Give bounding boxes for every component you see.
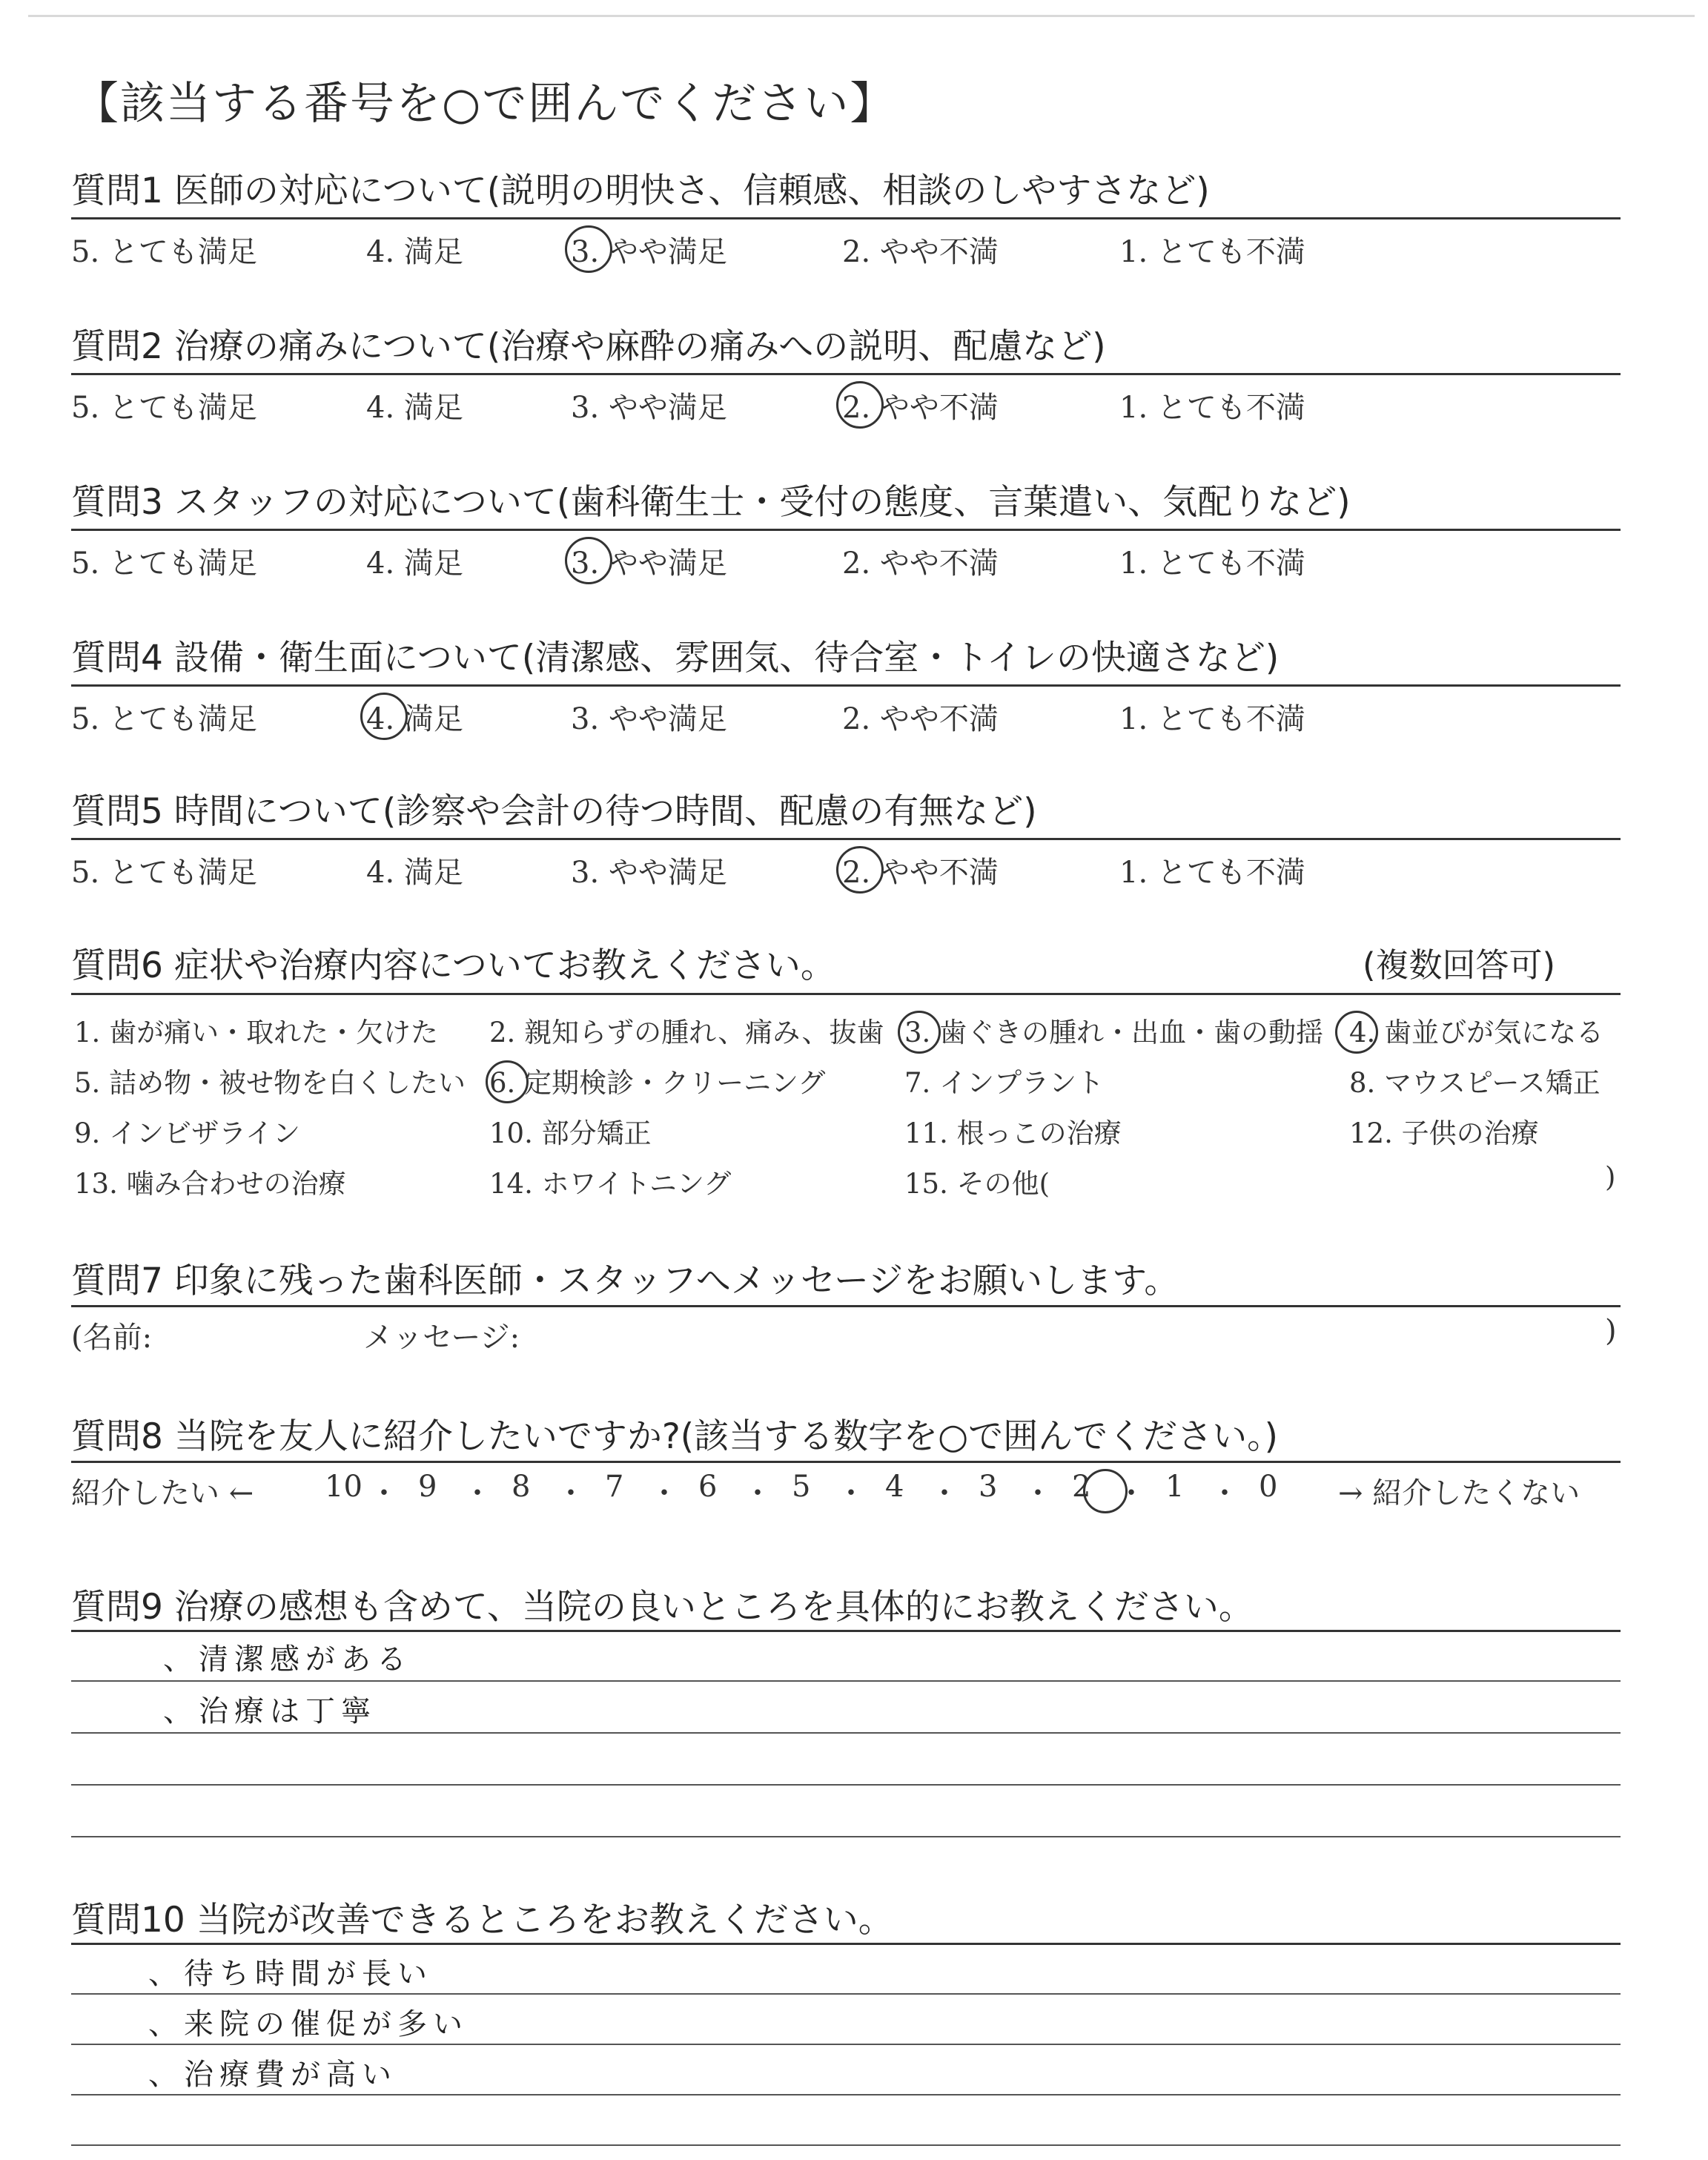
q5-rule <box>71 838 1621 840</box>
q5-title: 質問5 時間について(診察や会計の待つ時間、配慮の有無など) <box>71 791 1037 832</box>
q8-scale-dot: ・ <box>556 1476 586 1510</box>
q6-option-12[interactable]: 12. 子供の治療 <box>1349 1117 1539 1149</box>
q6-option-4[interactable]: 4. 歯並びが気になる <box>1349 1017 1604 1048</box>
q8-scale-dot: ・ <box>930 1476 959 1510</box>
q4-title: 質問4 設備・衛生面について(清潔感、雰囲気、待合室・トイレの快適さなど) <box>71 638 1280 678</box>
q2-option-3[interactable]: 3. やや満足 <box>571 391 727 425</box>
q8-scale-2[interactable]: 2 <box>1072 1470 1091 1504</box>
q6-rule <box>71 993 1621 995</box>
q10-title: 質問10 当院が改善できるところをお教えください。 <box>71 1900 893 1941</box>
q6-option-6[interactable]: 6. 定期検診・クリーニング <box>489 1067 826 1099</box>
q1-answer-circle <box>565 225 612 273</box>
q2-option-5[interactable]: 5. とても満足 <box>71 391 257 425</box>
q10-line <box>71 1993 1621 1995</box>
q1-option-5[interactable]: 5. とても満足 <box>71 235 257 269</box>
q3-option-4[interactable]: 4. 満足 <box>366 546 463 581</box>
q5-option-4[interactable]: 4. 満足 <box>366 856 463 890</box>
q7-title: 質問7 印象に残った歯科医師・スタッフへメッセージをお願いします。 <box>71 1261 1179 1301</box>
q5-option-3[interactable]: 3. やや満足 <box>571 856 727 890</box>
q8-scale-9[interactable]: 9 <box>418 1470 437 1504</box>
q9-line <box>71 1784 1621 1786</box>
q10-line <box>71 2044 1621 2045</box>
q2-answer-circle <box>836 381 884 429</box>
q8-scale-5[interactable]: 5 <box>792 1470 811 1504</box>
q8-scale-dot: ・ <box>463 1476 492 1510</box>
q8-left-label: 紹介したい ← <box>71 1476 254 1510</box>
q6-option-8[interactable]: 8. マウスピース矯正 <box>1349 1067 1601 1099</box>
q2-option-1[interactable]: 1. とても不満 <box>1119 391 1305 425</box>
q7-name-label: (名前: <box>71 1321 153 1355</box>
q8-scale-10[interactable]: 10 <box>325 1470 363 1504</box>
q4-option-3[interactable]: 3. やや満足 <box>571 702 727 736</box>
q6-option-3[interactable]: 3. 歯ぐきの腫れ・出血・歯の動揺 <box>904 1017 1324 1048</box>
q8-scale-dot: ・ <box>1023 1476 1053 1510</box>
q8-scale-6[interactable]: 6 <box>698 1470 718 1504</box>
q10-answer-2: 、来院の催促が多い <box>148 2007 469 2041</box>
q5-option-2[interactable]: 2. やや不満 <box>842 856 999 890</box>
q2-rule <box>71 373 1621 375</box>
q7-close-paren: ) <box>1605 1314 1617 1348</box>
q8-title: 質問8 当院を友人に紹介したいですか?(該当する数字を○で囲んでください。) <box>71 1416 1278 1457</box>
q9-title: 質問9 治療の感想も含めて、当院の良いところを具体的にお教えください。 <box>71 1587 1254 1628</box>
q4-option-4[interactable]: 4. 満足 <box>366 702 463 736</box>
q3-title: 質問3 スタッフの対応について(歯科衛生士・受付の態度、言葉遣い、気配りなど) <box>71 482 1351 523</box>
q2-title: 質問2 治療の痛みについて(治療や麻酔の痛みへの説明、配慮など) <box>71 326 1106 367</box>
q4-answer-circle <box>360 693 408 740</box>
q8-scale-dot: ・ <box>1210 1476 1239 1510</box>
q4-rule <box>71 684 1621 687</box>
q1-option-4[interactable]: 4. 満足 <box>366 235 463 269</box>
q9-line <box>71 1732 1621 1734</box>
q1-title: 質問1 医師の対応について(説明の明快さ、信頼感、相談のしやすさなど) <box>71 171 1210 211</box>
top-border <box>28 15 1695 17</box>
q2-option-2[interactable]: 2. やや不満 <box>842 391 999 425</box>
q6-note: (複数回答可) <box>1363 945 1556 985</box>
q9-rule <box>71 1630 1621 1632</box>
q6-title: 質問6 症状や治療内容についてお教えください。 <box>71 945 835 986</box>
q6-answer-circle-6 <box>486 1060 529 1103</box>
q3-rule <box>71 529 1621 531</box>
q3-answer-circle <box>565 537 612 584</box>
q3-option-1[interactable]: 1. とても不満 <box>1119 546 1305 581</box>
q1-option-2[interactable]: 2. やや不満 <box>842 235 999 269</box>
q10-line <box>71 2144 1621 2146</box>
q4-option-2[interactable]: 2. やや不満 <box>842 702 999 736</box>
q9-answer-2: 、治療は丁寧 <box>163 1694 377 1728</box>
q1-option-1[interactable]: 1. とても不満 <box>1119 235 1305 269</box>
q4-option-5[interactable]: 5. とても満足 <box>71 702 257 736</box>
q8-scale-dot: ・ <box>369 1476 399 1510</box>
q8-scale-3[interactable]: 3 <box>979 1470 998 1504</box>
q5-option-5[interactable]: 5. とても満足 <box>71 856 257 890</box>
q6-option-5[interactable]: 5. 詰め物・被せ物を白くしたい <box>74 1067 466 1099</box>
q8-scale-dot: ・ <box>649 1476 679 1510</box>
q1-rule <box>71 217 1621 219</box>
q8-rule <box>71 1461 1621 1463</box>
q2-option-4[interactable]: 4. 満足 <box>366 391 463 425</box>
q10-line <box>71 2094 1621 2095</box>
q6-option-11[interactable]: 11. 根っこの治療 <box>904 1117 1122 1149</box>
q6-option-16: ) <box>1605 1161 1616 1193</box>
q6-answer-circle-4 <box>1335 1011 1378 1054</box>
q3-option-3[interactable]: 3. やや満足 <box>571 546 727 581</box>
q10-answer-3: 、治療費が高い <box>148 2058 397 2092</box>
q9-line <box>71 1680 1621 1682</box>
q8-scale-4[interactable]: 4 <box>885 1470 904 1504</box>
q8-scale-0[interactable]: 0 <box>1259 1470 1278 1504</box>
q7-message-label: メッセージ: <box>363 1321 520 1355</box>
q8-scale-7[interactable]: 7 <box>605 1470 624 1504</box>
q6-option-2[interactable]: 2. 親知らずの腫れ、痛み、抜歯 <box>489 1017 884 1048</box>
q8-scale-dot: ・ <box>836 1476 866 1510</box>
q6-option-15[interactable]: 15. その他( <box>904 1168 1050 1200</box>
q10-rule <box>71 1943 1621 1945</box>
q5-answer-circle <box>836 846 884 894</box>
q8-scale-dot: ・ <box>1116 1476 1146 1510</box>
q9-line <box>71 1836 1621 1837</box>
q8-right-label: → 紹介したくない <box>1338 1476 1580 1510</box>
q6-option-13[interactable]: 13. 噛み合わせの治療 <box>74 1168 346 1200</box>
q3-option-2[interactable]: 2. やや不満 <box>842 546 999 581</box>
q6-option-9[interactable]: 9. インビザライン <box>74 1117 300 1149</box>
q9-answer-1: 、清潔感がある <box>163 1642 412 1677</box>
q8-answer-circle <box>1083 1469 1128 1513</box>
q1-option-3[interactable]: 3. やや満足 <box>571 235 727 269</box>
q3-option-5[interactable]: 5. とても満足 <box>71 546 257 581</box>
q8-scale-1[interactable]: 1 <box>1165 1470 1185 1504</box>
q8-scale-dot: ・ <box>743 1476 772 1510</box>
q6-option-10[interactable]: 10. 部分矯正 <box>489 1117 652 1149</box>
page-heading: 【該当する番号を○で囲んでください】 <box>74 78 896 130</box>
q10-answer-1: 、待ち時間が長い <box>148 1957 433 1991</box>
q6-option-1[interactable]: 1. 歯が痛い・取れた・欠けた <box>74 1017 439 1048</box>
q6-option-7[interactable]: 7. インプラント <box>904 1067 1105 1099</box>
q6-answer-circle-3 <box>898 1011 941 1054</box>
q8-scale-8[interactable]: 8 <box>512 1470 531 1504</box>
q7-rule <box>71 1305 1621 1307</box>
q5-option-1[interactable]: 1. とても不満 <box>1119 856 1305 890</box>
q4-option-1[interactable]: 1. とても不満 <box>1119 702 1305 736</box>
q6-option-14[interactable]: 14. ホワイトニング <box>489 1168 732 1200</box>
